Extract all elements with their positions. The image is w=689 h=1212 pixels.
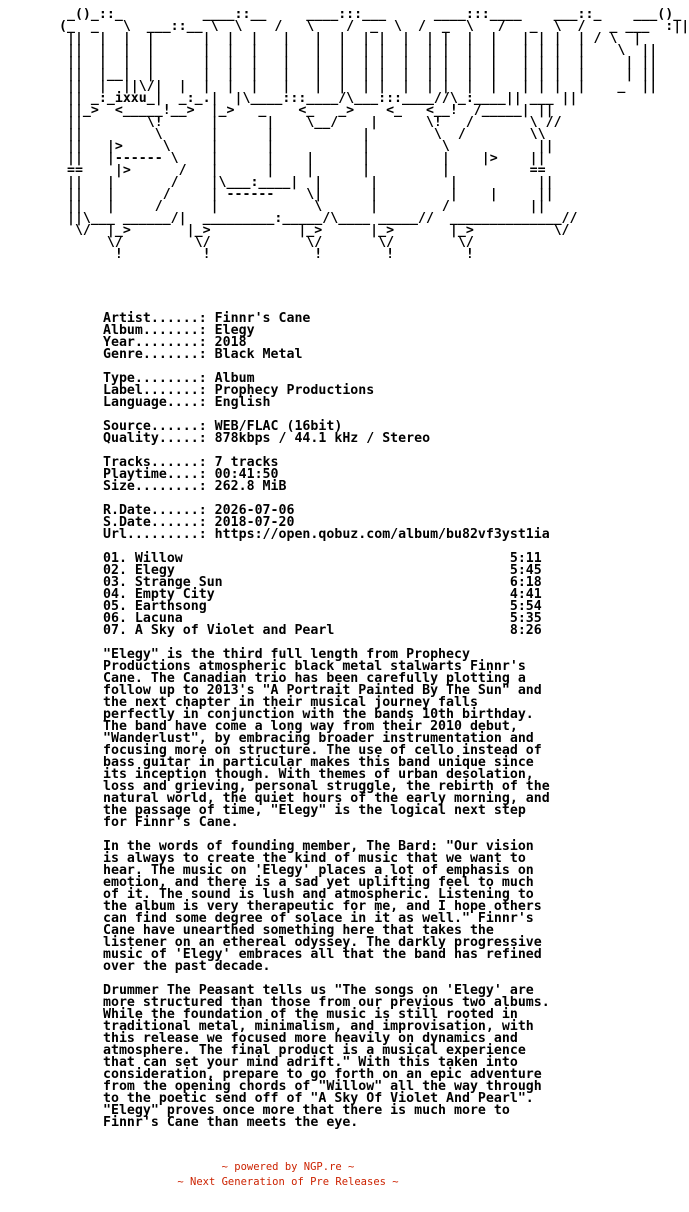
tracks-line: Tracks......: 7 tracks: [103, 455, 279, 470]
type-line: Type........: Album: [103, 371, 255, 386]
release-info: [103, 313, 550, 541]
artist-line: Artist......: Finnr's Cane: [103, 311, 311, 326]
store-date-line: S.Date......: 2018-07-20: [103, 515, 295, 530]
release-date-line: R.Date......: 2026-07-06: [103, 503, 295, 518]
footer-tagline: ~ Next Generation of Pre Releases ~: [177, 1176, 399, 1188]
source-line: Source......: WEB/FLAC (16bit): [103, 419, 343, 434]
track-item: 01. Willow 5:11: [103, 551, 542, 566]
url-line: Url.........: https://open.qobuz.com/album/bu82vf3yst1ia: [103, 527, 550, 542]
track-item: 06. Lacuna 5:35: [103, 611, 542, 626]
track-item: 02. Elegy 5:45: [103, 563, 542, 578]
album-line: Album.......: Elegy: [103, 323, 255, 338]
language-line: Language....: English: [103, 395, 271, 410]
track-item: 03. Strange Sun 6:18: [103, 575, 542, 590]
track-item: 07. A Sky of Violet and Pearl 8:26: [103, 623, 542, 638]
genre-line: Genre.......: Black Metal: [103, 347, 303, 362]
footer-powered-by: ~ powered by NGP.re ~: [221, 1161, 355, 1173]
track-item: 04. Empty City 4:41: [103, 587, 542, 602]
year-line: Year........: 2018: [103, 335, 247, 350]
tracklist: [103, 553, 542, 637]
description-paragraph-3: Drummer The Peasant tells us "The songs on 'Elegy' are more structured than those from our previous two albums. While the foundation of the music is still rooted in traditional metal, minimalism, and improvisation, with this release we focused more heavily on dynamics and atmosphere. The final product is a musical experience that can set your mind adrift." With this taken into consideration, prepare to go forth on an epic adventure from the opening chords of "Willow" all the way through to the poetic send off of "A Sky Of Violet And Pearl". "Elegy" proves once more that there is much more to Finnr's Cane than meets the eye.: [103, 983, 550, 1130]
label-line: Label.......: Prophecy Productions: [103, 383, 375, 398]
description-paragraph-2: In the words of founding member, The Bard: "Our vision is always to create the kind of music that we want to hear. The music on 'Elegy' places a lot of emphasis on emotion, and there is a sad yet uplifting feel to much of it. The sound is lush and atmospheric. Listening to the album is very therapeutic for me, and I hope others can find some degree of solace in it as well." Finnr's Cane have unearthed something here that takes the listener on an ethereal odyssey. The darkly progressive music of 'Elegy' embraces all that the band has refined over the past decade.: [103, 839, 542, 974]
quality-line: Quality.....: 878kbps / 44.1 kHz / Stereo: [103, 431, 431, 446]
track-item: 05. Earthsong 5:54: [103, 599, 542, 614]
description: [103, 649, 550, 1129]
footer: [0, 1160, 576, 1190]
ascii-logo: _()_::_ ____::__ ____:::___ ____:::____ ___::_ ___()_ (_ _ \ ___::__ \ \ / \ / _ \ / _ \ / _ \ / _ ___ :|| || | | | | | | | | | | | | | | | | | | | | / \ | || | | | | | | | | | | | | | | | | | | | | \ || || | | | | | | | | | | | | | | | | | | | | | || || |__| | | | | | | | | | | | | | | | | | | | || || | ||\/| | | | | | | | | | | | | | | | | | | _ || || _:_ixxu_| _:_.| |\____:::____/\___:::____//\_:____|| ___ || ||_> <_____!__> |_> _ <_ _> <_ <__! /_____| || || \! | | \__/ | \! / \ // || \ | | | \ / \\ || |> \ | | | \ || || |------ \ | | | | | |> || == |> / | | | | | == || | / |\___:____| | | | || || | / | ------ \| | | | || || | / | \ | / || ||\___ ______/| _________:_____/\____ _____// ______________// \/ |_> |_> |_> |_> |_> \/ \/ \/ \/ \/ \/ ! ! ! ! !: [59, 7, 689, 262]
size-line: Size........: 262.8 MiB: [103, 479, 287, 494]
playtime-line: Playtime....: 00:41:50: [103, 467, 279, 482]
description-paragraph-1: "Elegy" is the third full length from Prophecy Productions atmospheric black metal stalwarts Finnr's Cane. The Canadian trio has been carefully plotting a follow up to 2013's "A Portrait Painted By The Sun" and the next chapter in their musical journey falls perfectly in conjunction with the bands 10th birthday. The band have come a long way from their 2010 debut, "Wanderlust", by embracing broader instrumentation and focusing more on structure. The use of cello instead of bass guitar in particular makes this band unique since its inception though. With themes of urban desolation, loss and grieving, personal struggle, the rebirth of the natural world, the quiet hours of the early morning, and the passage of time, "Elegy" is the logical next step for Finnr's Cane.: [103, 647, 550, 830]
